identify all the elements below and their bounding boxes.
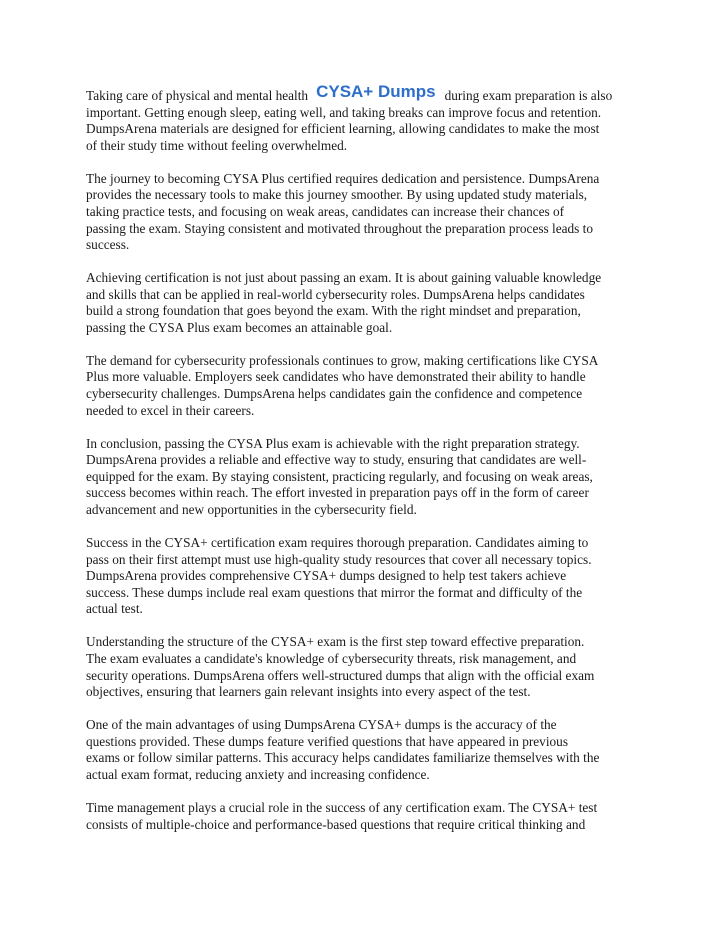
paragraph-journey: The journey to becoming CYSA Plus certified requires dedication and persistence. DumpsArena provides the necessary tools to make this journey smoother. By using updated study materials, taking practice tests, and focusing on weak areas, candidates can increase their chances of passing the exam. Staying consistent and motivated throughout the preparation process leads to success. <box>86 170 600 253</box>
paragraph-achieving-certification: Achieving certification is not just about passing an exam. It is about gaining valuable knowledge and skills that can be applied in real-world cybersecurity roles. DumpsArena helps candidates build a strong foundation that goes beyond the exam. With the right mindset and preparation, passing the CYSA Plus exam becomes an attainable goal. <box>86 270 602 335</box>
paragraph-demand: The demand for cybersecurity professionals continues to grow, making certifications like CYSA Plus more valuable. Employers seek candidates who have demonstrated their ability to handle cybersecurity challenges. DumpsArena helps candidates gain the confidence and competence needed to excel in their careers. <box>86 352 599 418</box>
paragraph-advantages: One of the main advantages of using DumpsArena CYSA+ dumps is the accuracy of the questions provided. These dumps feature verified questions that have appeared in previous exams or follow similar patterns. This accuracy helps candidates familiarize themselves with the actual exam format, reducing anxiety and increasing confidence. <box>86 717 600 782</box>
paragraph-time-management: Time management plays a crucial role in the success of any certification exam. The CYSA+ test consists of multiple-choice and performance-based questions that require critical thinking and <box>86 799 598 832</box>
document-body <box>86 82 634 849</box>
intro-first-line <box>86 82 634 105</box>
intro-paragraph <box>86 82 634 154</box>
intro-text-after-link: during exam preparation is also <box>444 88 613 103</box>
intro-text-before-link: Taking care of physical and mental health <box>86 88 309 103</box>
paragraph-conclusion: In conclusion, passing the CYSA Plus exam is achievable with the right preparation strategy. DumpsArena provides a reliable and effective way to study, ensuring that candidates are well- equipped for the exam. By staying consistent, practicing regularly, and focusing on weak areas, success becomes within reach. The effort invested in preparation pays off in the form of career advancement and new opportunities in the cybersecurity field. <box>86 435 593 518</box>
paragraph-exam-structure: Understanding the structure of the CYSA+ exam is the first step toward effective preparation. The exam evaluates a candidate's knowledge of cybersecurity threats, risk management, and security operations. DumpsArena offers well-structured dumps that align with the official exam objectives, ensuring that learners gain relevant insights into every aspect of the test. <box>86 634 595 700</box>
cysa-dumps-link[interactable]: CYSA+ Dumps <box>316 82 436 101</box>
paragraph-success: Success in the CYSA+ certification exam requires thorough preparation. Candidates aiming to pass on their first attempt must use high-quality study resources that cover all necessary topics. DumpsArena provides comprehensive CYSA+ dumps designed to help test takers achieve success. These dumps include real exam questions that mirror the format and difficulty of the actual test. <box>86 535 592 617</box>
intro-text-rest: important. Getting enough sleep, eating well, and taking breaks can improve focus and retention. DumpsArena materials are designed for efficient learning, allowing candidates to make the most of their study time without feeling overwhelmed. <box>86 104 602 153</box>
